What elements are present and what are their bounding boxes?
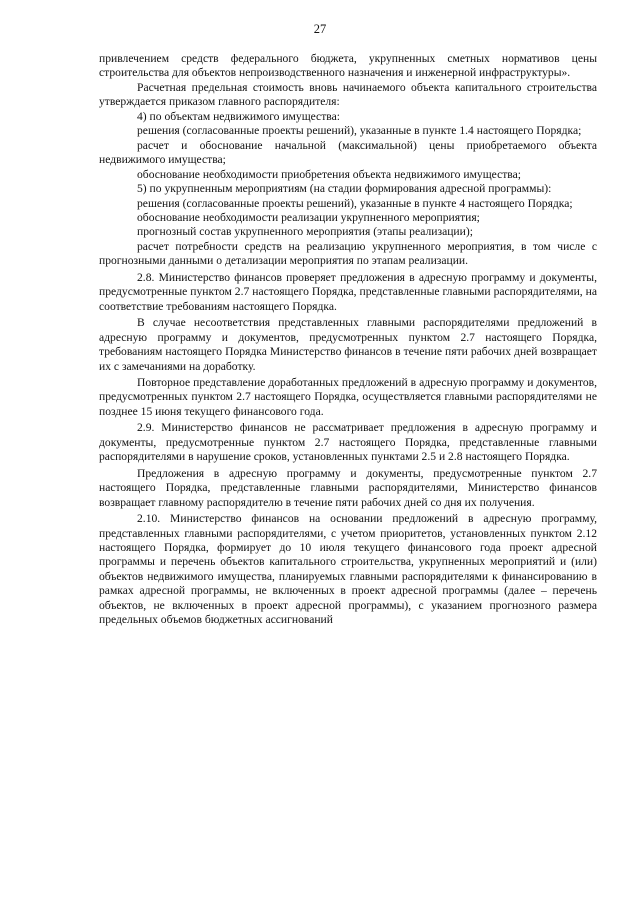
paragraph: В случае несоответствия представленных главными распорядителями предложений в адресную программу и документов, предусмотренных пунктом 2.7 настоящего Порядка, требованиям настоящего Порядка Министерство финансов в течение пяти рабочих дней возвращает их с замечаниями на доработку. xyxy=(99,316,597,373)
document-body xyxy=(99,52,597,628)
paragraph: привлечением средств федерального бюджета, укрупненных сметных нормативов цены строительства для объектов непроизводственного назначения и инженерной инфраструктуры». xyxy=(99,52,597,80)
paragraph: прогнозный состав укрупненного мероприятия (этапы реализации); xyxy=(137,225,473,239)
page-number: 27 xyxy=(313,22,327,36)
paragraph: расчет потребности средств на реализацию укрупненного мероприятия, в том числе с прогнозными данными о детализации мероприятия по этапам реализации. xyxy=(99,239,597,268)
paragraph: решения (согласованные проекты решений), указанные в пункте 4 настоящего Порядка; xyxy=(137,196,573,210)
paragraph: Повторное представление доработанных предложений в адресную программу и документов, предусмотренных пунктом 2.7 настоящего Порядка, осуществляется главными распорядителями не позднее 15 июня текущего финансового года. xyxy=(99,375,597,418)
paragraph: обоснование необходимости приобретения объекта недвижимого имущества; xyxy=(137,167,521,181)
paragraph: Предложения в адресную программу и документы, предусмотренные пунктом 2.7 настоящего Порядка, представленные главными распорядителями, Министерство финансов возвращает главному распорядителю в течение пяти рабочих дней со дня их получения. xyxy=(99,466,597,509)
paragraph: 2.9. Министерство финансов не рассматривает предложения в адресную программу и документы, предусмотренные пунктом 2.7 настоящего Порядка, представленные главными распорядителями в нарушение сроков, установленных пунктами 2.5 и 2.8 настоящего Порядка. xyxy=(99,421,597,464)
paragraph: 2.10. Министерство финансов на основании предложений в адресную программу, представленных главными распорядителями, с учетом приоритетов, установленных пунктом 2.12 настоящего Порядка, формирует до 10 июля текущего финансового года проект адресной программы и перечень объектов капитального строительства, укрупненных мероприятий и (или) объектов недвижимого имущества, планируемых главными распорядителями к финансированию в рамках адресной программы, не включенных в проект адресной программы (далее – перечень объектов, не включенных в проект адресной программы), с указанием прогнозного размера предельных объемов бюджетных ассигнований xyxy=(99,512,597,627)
paragraph: расчет и обоснование начальной (максимальной) цены приобретаемого объекта недвижимого имущества; xyxy=(99,138,597,167)
paragraph: обоснование необходимости реализации укрупненного мероприятия; xyxy=(137,210,480,224)
paragraph: решения (согласованные проекты решений), указанные в пункте 1.4 настоящего Порядка; xyxy=(137,124,582,138)
paragraph: 2.8. Министерство финансов проверяет предложения в адресную программу и документы, предусмотренные пунктом 2.7 настоящего Порядка, представленные главными распорядителями, на соответствие требованиям настоящего Порядка. xyxy=(99,270,597,313)
paragraph: Расчетная предельная стоимость вновь начинаемого объекта капитального строительства утверждается приказом главного распорядителя: xyxy=(99,80,597,109)
paragraph: 5) по укрупненным мероприятиям (на стадии формирования адресной программы): xyxy=(137,182,552,196)
paragraph: 4) по объектам недвижимого имущества: xyxy=(137,109,340,123)
